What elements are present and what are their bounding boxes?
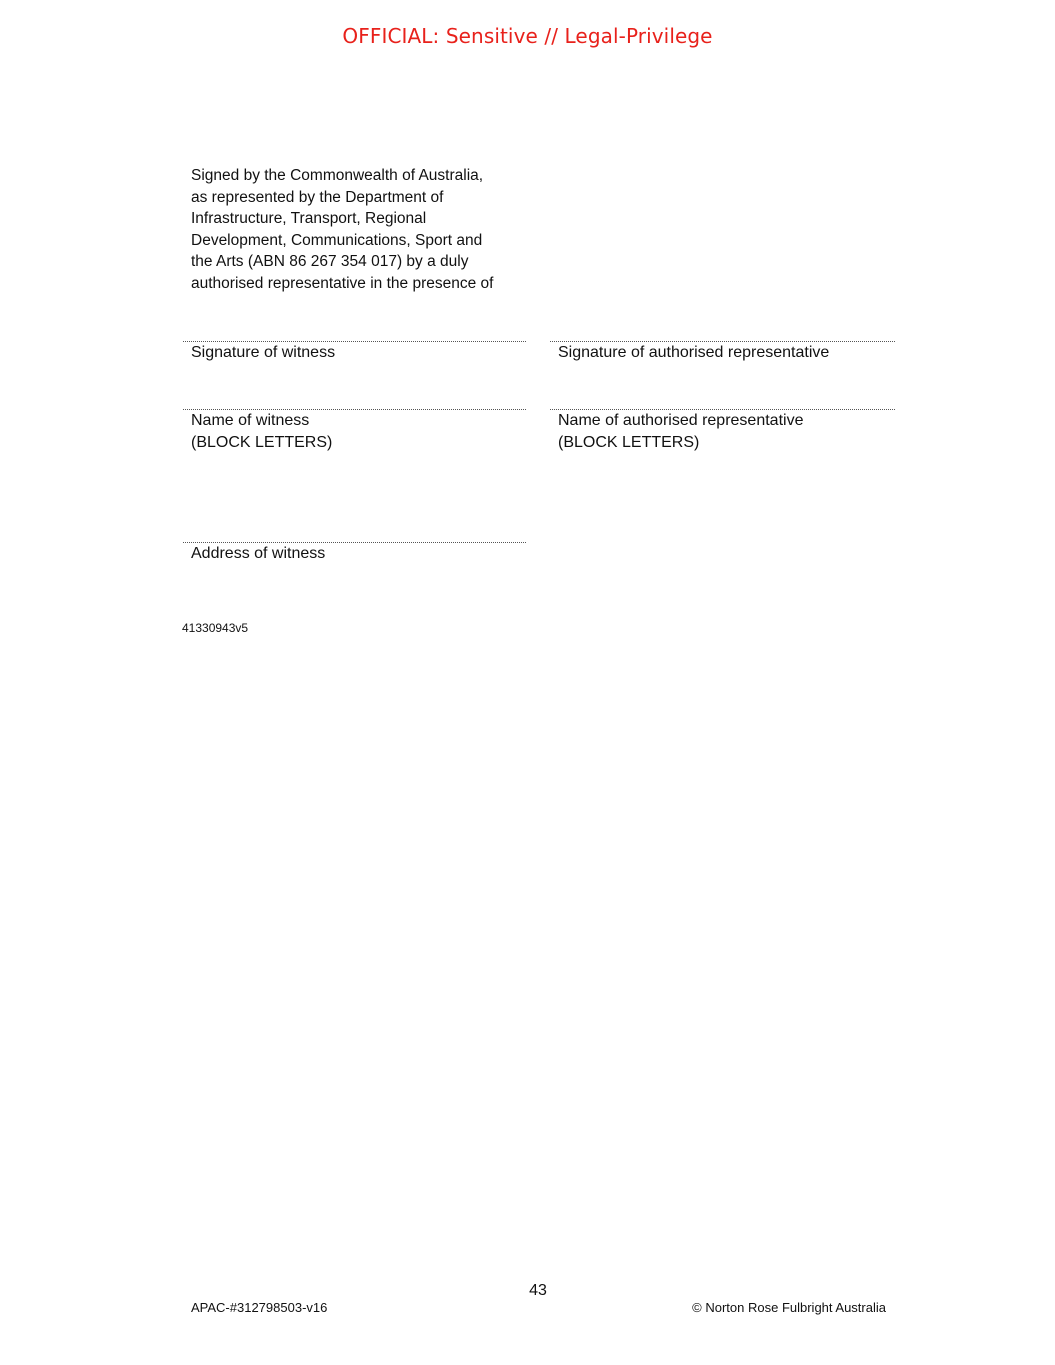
representative-signature-block[interactable] <box>550 341 895 364</box>
page-number: 43 <box>529 1282 547 1299</box>
witness-name-label: Name of witness <box>191 412 310 429</box>
document-reference: 41330943v5 <box>182 621 249 635</box>
signing-clause-line: the Arts (ABN 86 267 354 017) by a duly <box>191 253 469 271</box>
signing-clause-line: as represented by the Department of <box>191 188 444 206</box>
witness-name-note: (BLOCK LETTERS) <box>191 433 333 451</box>
signing-clause <box>191 165 531 295</box>
signing-clause-line: authorised representative in the presence of <box>191 274 494 292</box>
witness-address-block[interactable] <box>183 542 526 565</box>
footer-copyright: © Norton Rose Fulbright Australia <box>692 1300 886 1315</box>
classification-header: OFFICIAL: Sensitive // Legal-Privilege <box>342 24 713 48</box>
representative-name-block[interactable] <box>550 409 895 453</box>
signing-clause-line: Infrastructure, Transport, Regional <box>191 210 427 228</box>
witness-signature-block[interactable] <box>183 341 526 364</box>
signing-clause-line: Development, Communications, Sport and <box>191 231 483 249</box>
witness-signature-label: Signature of witness <box>191 344 336 361</box>
witness-name-block[interactable] <box>183 409 526 453</box>
representative-name-label: Name of authorised representative <box>558 412 804 429</box>
representative-signature-label: Signature of authorised representative <box>558 344 830 361</box>
witness-address-label: Address of witness <box>191 545 326 562</box>
signing-clause-line: Signed by the Commonwealth of Australia, <box>191 167 484 184</box>
representative-name-note: (BLOCK LETTERS) <box>558 433 700 451</box>
footer-document-id: APAC-#312798503-v16 <box>191 1300 328 1315</box>
